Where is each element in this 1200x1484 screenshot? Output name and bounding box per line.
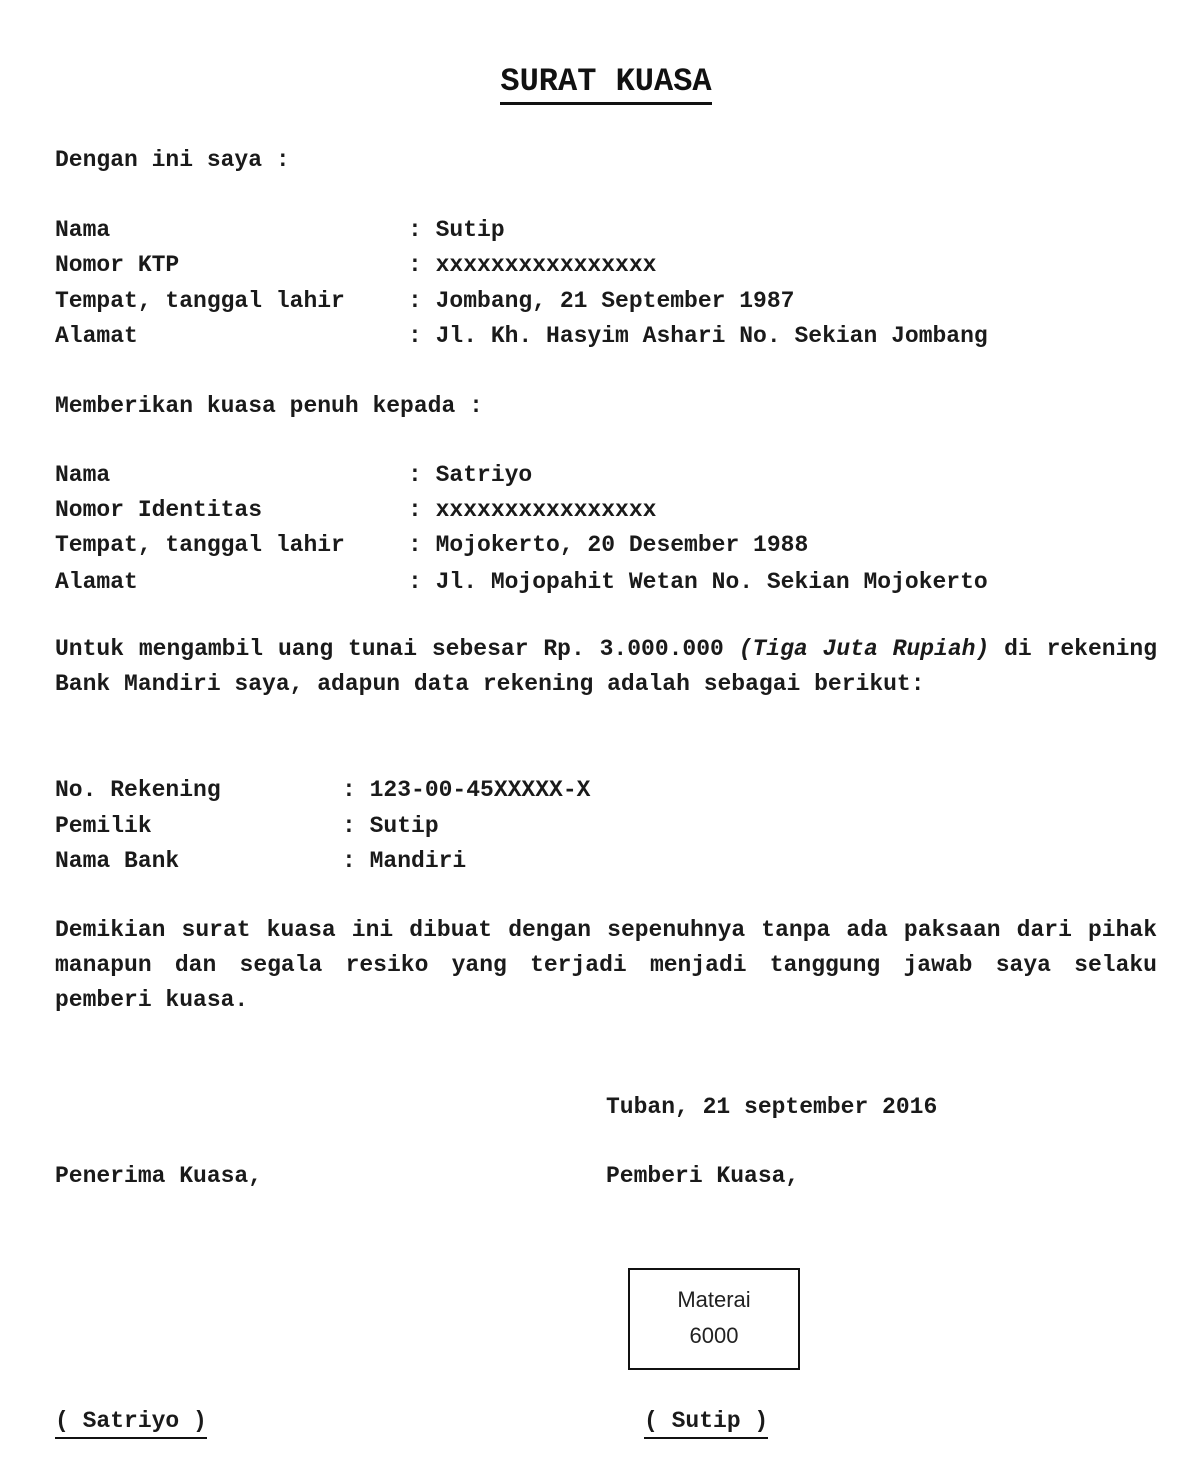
penerima-ttl-label: Tempat, tanggal lahir [55, 532, 345, 558]
pemberi-ttl-label: Tempat, tanggal lahir [55, 288, 345, 314]
pemberi-ttl-value: : Jombang, 21 September 1987 [408, 288, 795, 314]
rekening-bank-label: Nama Bank [55, 848, 180, 874]
pemberi-alamat-label: Alamat [55, 323, 138, 349]
signature-pemberi: ( Sutip ) [644, 1410, 768, 1433]
signature-penerima: ( Satriyo ) [55, 1410, 207, 1433]
memberikan-text: Memberikan kuasa penuh kepada : [55, 393, 483, 419]
rekening-bank-value: : Mandiri [342, 848, 467, 874]
penerima-alamat-label: Alamat [55, 569, 138, 595]
purpose-paragraph: Untuk mengambil uang tunai sebesar Rp. 3.000.000 (Tiga Juta Rupiah) di rekening Bank Mandiri saya, adapun data rekening adalah sebagai berikut: [55, 636, 1158, 697]
place-date: Tuban, 21 september 2016 [606, 1094, 938, 1120]
document-title: SURAT KUASA [0, 66, 1200, 98]
rekening-no-value: : 123-00-45XXXXX-X [342, 777, 591, 803]
amount-words: (Tiga Juta Rupiah) [738, 636, 990, 662]
meterai-label: Materai [677, 1287, 751, 1312]
penerima-nama-label: Nama [55, 462, 111, 488]
meterai-value: 6000 [689, 1323, 739, 1348]
rekening-pemilik-value: : Sutip [342, 813, 439, 839]
penerima-id-label: Nomor Identitas [55, 497, 263, 523]
meterai-stamp-box [628, 1268, 800, 1370]
pemberi-kuasa-label: Pemberi Kuasa, [606, 1163, 800, 1189]
penerima-ttl-value: : Mojokerto, 20 Desember 1988 [408, 532, 809, 558]
penerima-id-value: : xxxxxxxxxxxxxxxx [408, 497, 657, 523]
pemberi-nama-label: Nama [55, 217, 111, 243]
closing-paragraph: Demikian surat kuasa ini dibuat dengan sepenuhnya tanpa ada paksaan dari pihak manapun dan segala resiko yang terjadi menjadi tanggung jawab saya selaku pemberi kuasa. [55, 917, 1157, 1013]
rekening-pemilik-label: Pemilik [55, 813, 152, 839]
penerima-kuasa-label: Penerima Kuasa, [55, 1163, 263, 1189]
pemberi-nama-value: : Sutip [408, 217, 505, 243]
pemberi-alamat-value: : Jl. Kh. Hasyim Ashari No. Sekian Jombang [408, 323, 988, 349]
rekening-no-label: No. Rekening [55, 777, 221, 803]
penerima-alamat-value: : Jl. Mojopahit Wetan No. Sekian Mojokerto [408, 569, 988, 595]
intro-text: Dengan ini saya : [55, 147, 290, 173]
pemberi-ktp-label: Nomor KTP [55, 252, 180, 278]
pemberi-ktp-value: : xxxxxxxxxxxxxxxx [408, 252, 657, 278]
penerima-nama-value: : Satriyo [408, 462, 533, 488]
